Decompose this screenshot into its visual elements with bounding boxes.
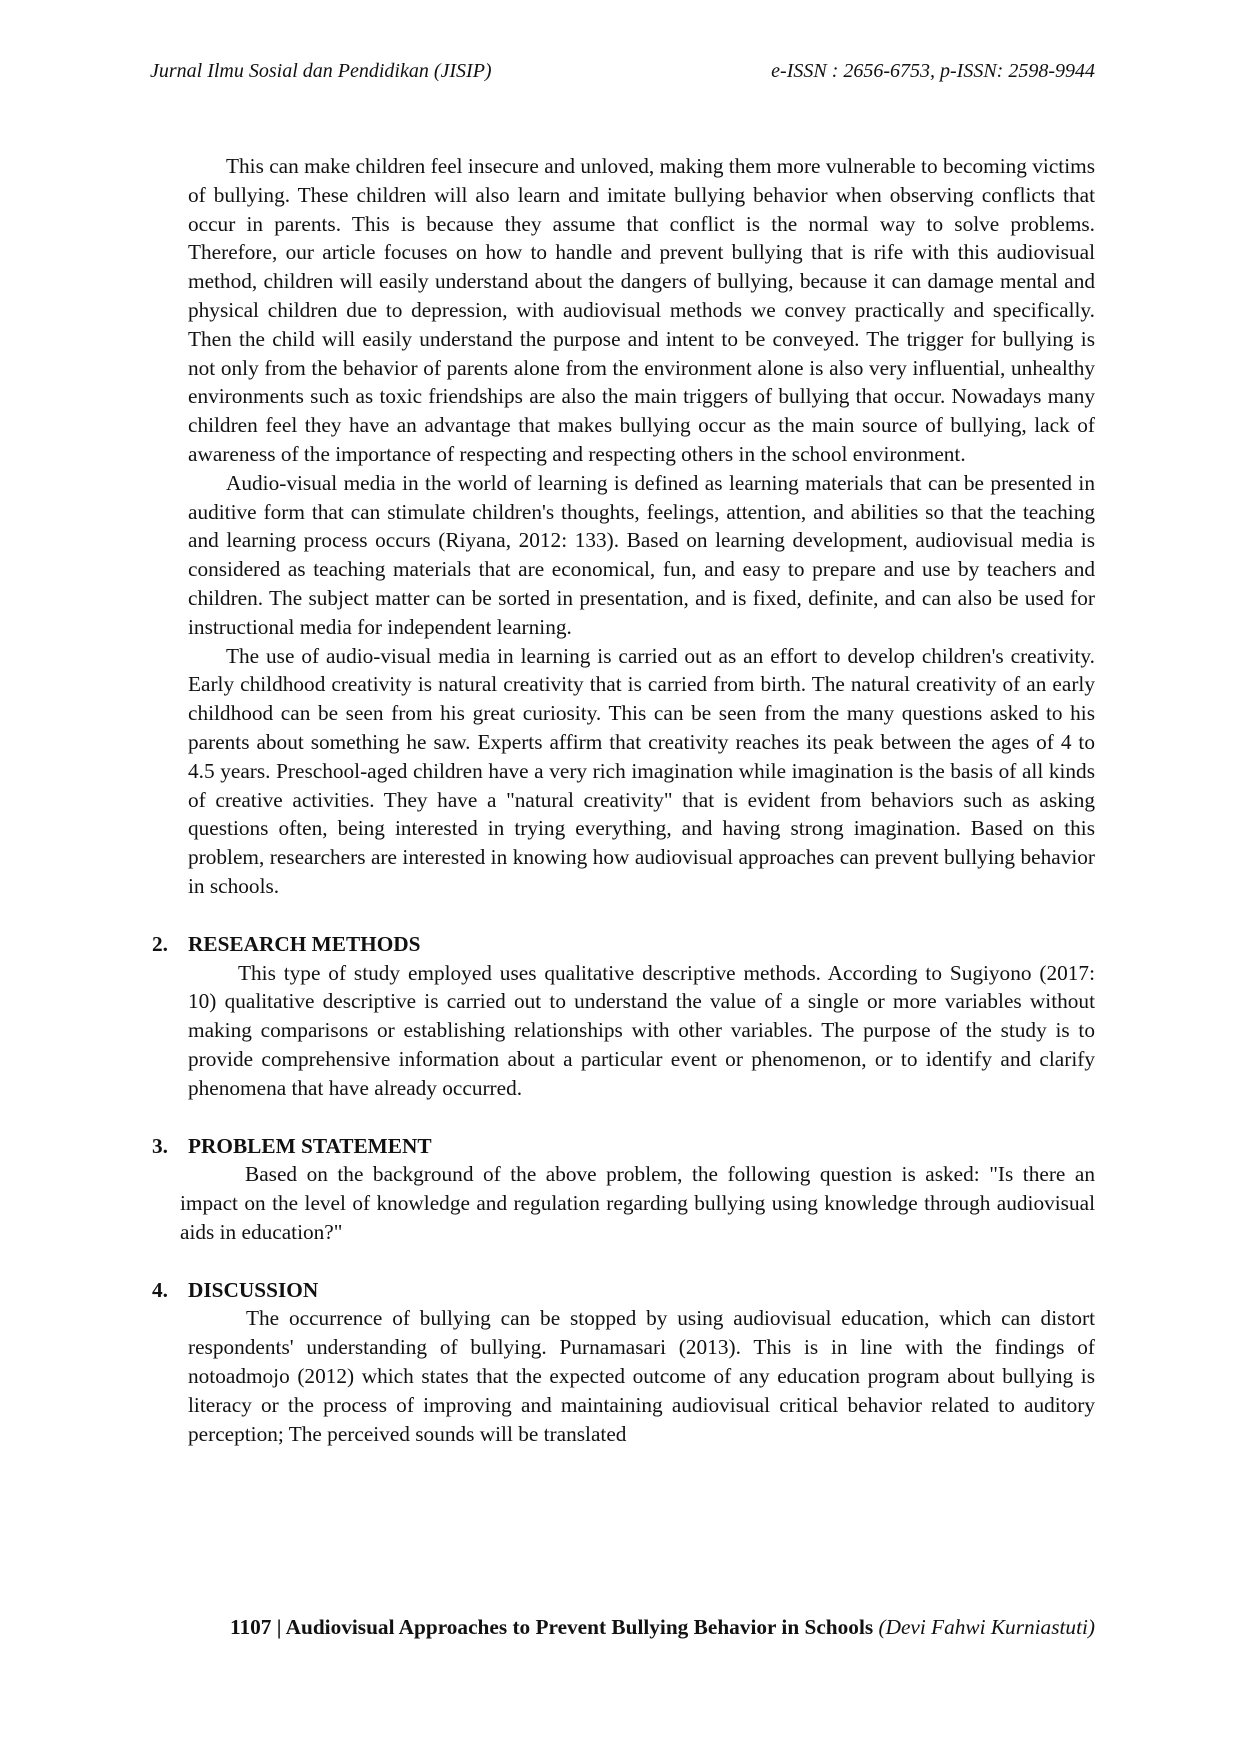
journal-name: Jurnal Ilmu Sosial dan Pendidikan (JISIP) [150, 60, 492, 82]
discussion-paragraph: The occurrence of bullying can be stopped by using audiovisual education, which can distort respondents' understanding of bullying. Purnamasari (2013). This is in line with the findings of notoadmojo (2012) which states that the expected outcome of any education program about bullying is literacy or the process of improving and maintaining audiovisual critical behavior related to auditory perception; The perceived sounds will be translated [188, 1306, 1095, 1446]
section-heading-problem-statement [152, 1132, 1095, 1161]
intro-paragraph-3: The use of audio-visual media in learning is carried out as an effort to develop children's creativity. Early childhood creativity is natural creativity that is carried from birth. The natural creativity of an early childhood can be seen from his great curiosity. This can be seen from the many questions asked to his parents about something he saw. Experts affirm that creativity reaches its peak between the ages of 4 to 4.5 years. Preschool-aged children have a very rich imagination while imagination is the basis of all kinds of creative activities. They have a "natural creativity" that is evident from behaviors such as asking questions often, being interested in trying everything, and having strong imagination. Based on this problem, researchers are interested in knowing how audiovisual approaches can prevent bullying behavior in schools. [188, 643, 1095, 898]
section-heading-research-methods [152, 930, 1095, 959]
footer-page-title: 1107 | Audiovisual Approaches to Prevent Bullying Behavior in Schools [230, 1615, 874, 1639]
footer-author: (Devi Fahwi Kurniastuti) [878, 1615, 1095, 1639]
running-header [150, 60, 1095, 90]
section-title: PROBLEM STATEMENT [188, 1133, 432, 1158]
research-methods-paragraph: This type of study employed uses qualitative descriptive methods. According to Sugiyono (2017: 10) qualitative descriptive is carried out to understand the value of a single or more variables without making comparisons or establishing relationships with other variables. The purpose of the study is to provide comprehensive information about a particular event or phenomenon, or to identify and clarify phenomena that have already occurred. [188, 960, 1095, 1100]
section-title: DISCUSSION [188, 1277, 319, 1302]
problem-statement-paragraph: Based on the background of the above problem, the following question is asked: "Is there an impact on the level of knowledge and regulation regarding bullying using knowledge through audiovisual aids in education?" [180, 1162, 1095, 1244]
section-number: 2. [152, 931, 168, 956]
section-number: 3. [152, 1133, 168, 1158]
section-number: 4. [152, 1277, 168, 1302]
running-footer [188, 1613, 1095, 1642]
section-heading-discussion [152, 1276, 1095, 1305]
article-body [152, 152, 1095, 1448]
issn-info: e-ISSN : 2656-6753, p-ISSN: 2598-9944 [771, 60, 1095, 82]
section-title: RESEARCH METHODS [188, 931, 421, 956]
intro-paragraph-1: This can make children feel insecure and unloved, making them more vulnerable to becoming victims of bullying. These children will also learn and imitate bullying behavior when observing conflicts that occur in parents. This is because they assume that conflict is the normal way to solve problems. Therefore, our article focuses on how to handle and prevent bullying that is rife with this audiovisual method, children will easily understand about the dangers of bullying, because it can damage mental and physical children due to depression, with audiovisual methods we convey practically and specifically. Then the child will easily understand the purpose and intent to be conveyed. The trigger for bullying is not only from the behavior of parents alone from the environment alone is also very influential, unhealthy environments such as toxic friendships are also the main triggers of bullying that occur. Nowadays many children feel they have an advantage that makes bullying occur as the main source of bullying, lack of awareness of the importance of respecting and respecting others in the school environment. [188, 154, 1095, 466]
intro-paragraph-2: Audio-visual media in the world of learning is defined as learning materials that can be presented in auditive form that can stimulate children's thoughts, feelings, attention, and abilities so that the teaching and learning process occurs (Riyana, 2012: 133). Based on learning development, audiovisual media is considered as teaching materials that are economical, fun, and easy to prepare and use by teachers and children. The subject matter can be sorted in presentation, and is fixed, definite, and can also be used for instructional media for independent learning. [188, 470, 1095, 639]
